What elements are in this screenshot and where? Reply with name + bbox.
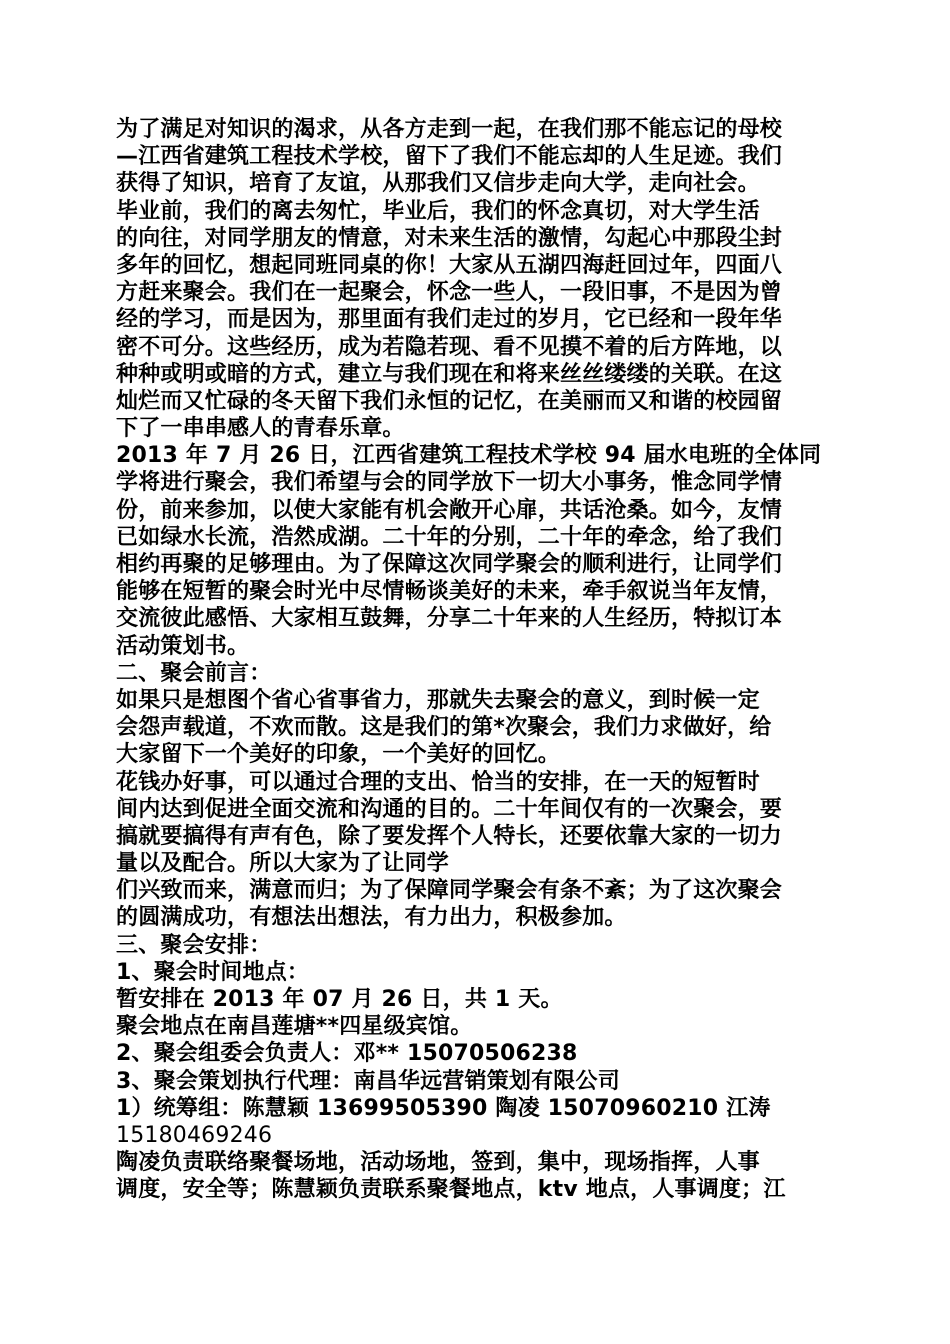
text-line: 为了满足对知识的渴求，从各方走到一起，在我们那不能忘记的母校 bbox=[116, 117, 783, 142]
text-line: 经的学习，而是因为，那里面有我们走过的岁月，它已经和一段年华 bbox=[116, 307, 783, 333]
text-line: 获得了知识，培育了友谊，从那我们又信步走向大学，走向社会。 bbox=[116, 171, 760, 197]
text-line: 毕业前，我们的离去匆忙，毕业后，我们的怀念真切，对大学生活 bbox=[116, 198, 760, 224]
text-line: 调度，安全等；陈慧颖负责联系聚餐地点，ktv 地点，人事调度；江 bbox=[116, 1177, 786, 1203]
document-page bbox=[116, 116, 840, 1204]
text-line: 种种或明或暗的方式，建立与我们现在和将来丝丝缕缕的关联。在这 bbox=[116, 361, 783, 387]
text-line: 们兴致而来，满意而归；为了保障同学聚会有条不紊；为了这次聚会 bbox=[116, 878, 783, 904]
subsection-heading: 1、聚会时间地点： bbox=[116, 959, 310, 985]
section-heading: 三、聚会安排： bbox=[116, 932, 272, 958]
text-line: 15180469246 bbox=[116, 1122, 273, 1148]
text-line: 聚会地点在南昌莲塘**四星级宾馆。 bbox=[116, 1014, 473, 1040]
text-line: 下了一串串感人的青春乐章。 bbox=[116, 416, 405, 442]
text-line: 灿烂而又忙碌的冬天留下我们永恒的记忆，在美丽而又和谐的校园留 bbox=[116, 388, 783, 414]
text-line: 如果只是想图个省心省事省力，那就失去聚会的意义，到时候一定 bbox=[116, 687, 760, 713]
subsection-heading: 3、聚会策划执行代理：南昌华远营销策划有限公司 bbox=[116, 1068, 620, 1094]
text-line: 搞就要搞得有声有色，除了要发挥个人特长，还要依靠大家的一切力 bbox=[116, 823, 783, 849]
text-line: 密不可分。这些经历，成为若隐若现、看不见摸不着的后方阵地，以 bbox=[116, 334, 783, 360]
text-line: 2013 年 7 月 26 日，江西省建筑工程技术学校 94 届水电班的全体同 bbox=[116, 443, 822, 469]
text-line: 交流彼此感悟、大家相互鼓舞，分享二十年来的人生经历，特拟订本 bbox=[116, 606, 783, 632]
text-line: 花钱办好事，可以通过合理的支出、恰当的安排，在一天的短暂时 bbox=[116, 769, 760, 795]
text-line: 多年的回忆，想起同班同桌的你！大家从五湖四海赶回过年，四面八 bbox=[116, 252, 783, 278]
text-line: 的向往，对同学朋友的情意，对未来生活的激情，勾起心中那段尘封 bbox=[116, 225, 783, 251]
text-line: 已如绿水长流，浩然成湖。二十年的分别，二十年的牵念，给了我们 bbox=[116, 524, 783, 550]
text-line: 能够在短暂的聚会时光中尽情畅谈美好的未来，牵手叙说当年友情， bbox=[116, 579, 783, 605]
text-line: 的圆满成功，有想法出想法，有力出力，积极参加。 bbox=[116, 905, 627, 931]
text-line: 学将进行聚会，我们希望与会的同学放下一切大小事务，惟念同学情 bbox=[116, 470, 783, 496]
text-line: 相约再聚的足够理由。为了保障这次同学聚会的顺利进行，让同学们 bbox=[116, 552, 783, 577]
text-line: 间内达到促进全面交流和沟通的目的。二十年间仅有的一次聚会，要 bbox=[116, 796, 783, 822]
text-line: 活动策划书。 bbox=[116, 633, 250, 659]
text-line: 暂安排在 2013 年 07 月 26 日，共 1 天。 bbox=[116, 987, 563, 1012]
text-line: 量以及配合。所以大家为了让同学 bbox=[116, 851, 450, 877]
section-heading: 二、聚会前言： bbox=[116, 660, 272, 686]
text-line: —江西省建筑工程技术学校，留下了我们不能忘却的人生足迹。我们 bbox=[116, 144, 783, 170]
text-line: 1）统筹组：陈慧颖 13699505390 陶凌 15070960210 江涛 bbox=[116, 1095, 771, 1121]
subsection-heading: 2、聚会组委会负责人：邓** 15070506238 bbox=[116, 1041, 578, 1067]
text-line: 陶凌负责联络聚餐场地，活动场地，签到，集中，现场指挥，人事 bbox=[116, 1150, 760, 1176]
text-line: 方赶来聚会。我们在一起聚会，怀念一些人，一段旧事，不是因为曾 bbox=[116, 280, 783, 306]
text-line: 大家留下一个美好的印象，一个美好的回忆。 bbox=[116, 742, 561, 768]
text-line: 会怨声载道，不欢而散。这是我们的第*次聚会，我们力求做好，给 bbox=[116, 715, 772, 741]
text-line: 份，前来参加，以使大家能有机会敞开心扉，共话沧桑。如今，友情 bbox=[116, 497, 783, 523]
